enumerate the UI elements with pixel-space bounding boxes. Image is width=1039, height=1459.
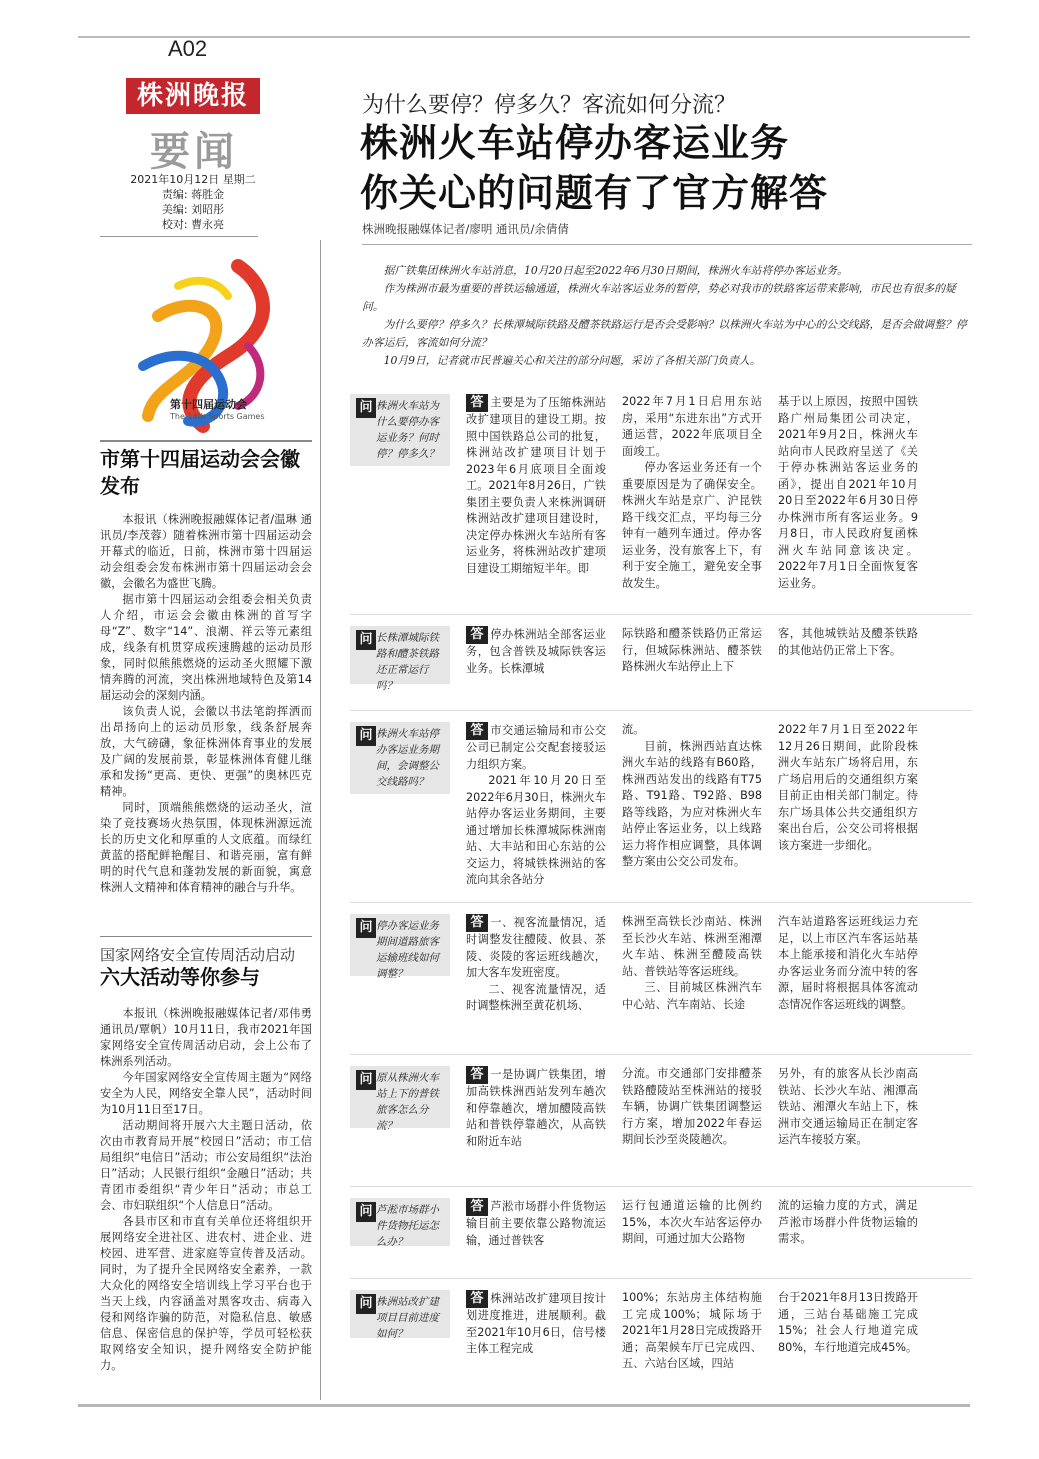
answer-text: 流的运输力度的方式，满足芦淞市场群小件货物运输的需求。 (778, 1199, 918, 1245)
question-box (350, 1290, 450, 1338)
answer-column (622, 722, 762, 871)
answer-text: 2021年10月20日至2022年6月30日，株洲火车站停办客运业务期间，主要通过增加长株潭城际株洲南站、大丰站和田心东站的公交运力，将城铁株洲站的客流向其余各站分 (466, 774, 606, 886)
masthead-rule (100, 236, 258, 237)
sidebar-story2-body (100, 1006, 312, 1374)
question-label: 问 (356, 918, 376, 938)
answer-text: 际铁路和醴茶铁路仍正常运行，但城际株洲站、醴茶铁路株洲火车站停止上下 (622, 627, 762, 673)
intro-paragraph: 为什么要停？停多久？长株潭城际铁路及醴茶铁路运行是否会受影响？以株洲火车站为中心的公交线路，是否会做调整？停办客运后，客流如何分流？ (362, 318, 967, 349)
answer-text: 另外，有的旅客从长沙南高铁站、长沙火车站、湘潭高铁站、湘潭火车站上下，株洲市交通运输局正在制定客运汽车接驳方案。 (778, 1067, 918, 1146)
qa-separator (350, 902, 972, 903)
question-label: 问 (356, 630, 376, 650)
newspaper-logo: 株洲晚报 (126, 78, 260, 114)
question-label: 问 (356, 1294, 376, 1314)
answer-label: 答 (466, 1198, 488, 1216)
intro-paragraph: 作为株洲市最为重要的普铁运输通道，株洲火车站客运业务的暂停，势必对我市的铁路客运带来影响，市民也有很多的疑问。 (362, 282, 956, 313)
answer-text: 台于2021年8月13日拨路开通，三站台基础施工完成15%；社会人行地道完成80%，车行地道完成45%。 (778, 1291, 918, 1354)
emblem-caption-en: The 14th Sports Games (170, 412, 265, 421)
sidebar-rule-2 (100, 936, 312, 937)
answer-column (466, 914, 606, 1015)
answer-column (778, 394, 918, 592)
answer-text: 2022年7月1日启用东站房，采用“东进东出”方式开通运营，2022年底项目全面竣工。 (622, 395, 762, 458)
answer-label: 答 (466, 394, 488, 412)
answer-text: 市交通运输局和市公交公司已制定公交配套接驳运力组织方案。 (466, 724, 606, 771)
answer-label: 答 (466, 626, 488, 644)
qa-separator (350, 614, 972, 615)
answer-column (778, 1198, 918, 1248)
answer-text: 芦淞市场群小件货物运输目前主要依靠公路物流运输，通过普铁客 (466, 1200, 606, 1247)
question-text: 停办客运业务期间道路旅客运输班线如何调整？ (376, 920, 439, 980)
qa-separator (350, 1278, 972, 1279)
question-box (350, 1066, 450, 1132)
headline-line1: 株洲火车站停办客运业务 (360, 121, 790, 165)
question-text: 长株潭城际铁路和醴茶铁路还正常运行吗？ (376, 632, 439, 692)
answer-text: 二、视客流量情况，适时调整株洲至黄花机场、 (466, 982, 606, 1012)
answer-column (622, 1290, 762, 1373)
intro-paragraph: 据广铁集团株洲火车站消息，10月20日起至2022年6月30日期间，株洲火车站将停办客运业务。 (383, 264, 848, 277)
answer-text: 分流。市交通部门安排醴茶铁路醴陵站至株洲站的接驳车辆，协调广铁集团调整运行方案，增加2022年春运期间长沙至炎陵趟次。 (622, 1067, 762, 1146)
byline: 株洲晚报融媒体记者/廖明 通讯员/余倩倩 (362, 222, 569, 236)
answer-column (466, 394, 606, 577)
question-label: 问 (356, 398, 376, 418)
question-label: 问 (356, 726, 376, 746)
editor-credit: 责编: 蒋胜金 (161, 188, 225, 201)
answer-text: 运行包通道运输的比例约15%，本次火车站客运停办期间，可通过加大公路物 (622, 1199, 762, 1245)
sidebar-story1-paragraph: 本报讯（株洲晚报融媒体记者/温琳 通讯员/李茂蓉）随着株洲市第十四届运动会开幕式的临近，日前，株洲市第十四届运动会组委会发布株洲市第十四届运动会会徽，会徽名为盛世飞腾。 (100, 513, 312, 590)
answer-column (622, 626, 762, 676)
sidebar-story1-title: 市第十四届运动会会徽发布 (100, 447, 300, 498)
answer-column (466, 1066, 606, 1150)
answer-column (778, 1290, 918, 1356)
section-name: 要闻 (150, 128, 238, 175)
sidebar-story2-paragraph: 今年国家网络安全宣传周主题为“网络安全为人民，网络安全靠人民”，活动时间为10月11日至17日。 (100, 1071, 312, 1116)
question-text: 株洲火车站停办客运业务期间，会调整公交线路吗？ (376, 728, 439, 788)
answer-column (466, 1290, 606, 1358)
answer-text: 汽车站道路客运班线运力充足，以上市区汽车客运站基本上能承接和消化火车站停办客运业务而分流中转的客源，届时将根据具体客流动态情况作客运班线的调整。 (778, 915, 918, 1011)
sidebar-story1-body (100, 512, 312, 896)
question-text: 芦淞市场群小件货物托运怎么办？ (376, 1204, 439, 1248)
question-box (350, 626, 450, 692)
answer-text: 2022年7月1日至2022年12月26日期间，此阶段株洲火车站东广场将启用，东广场启用后的交通组织方案目前正由相关部门制定。待东广场具体公共交通组织方案出台后，公交公司将根据该方案进一步细化。 (778, 723, 918, 852)
answer-column (622, 914, 762, 1013)
games-logo-icon (118, 256, 308, 456)
answer-text: 株洲至高铁长沙南站、株洲至长沙火车站、株洲至湘潭火车站、株洲至醴陵高铁站、普铁站等客运班线。 (622, 915, 762, 978)
answer-text: 一是协调广铁集团，增加高铁株洲西站发列车趟次和停靠趟次，增加醴陵高铁站和普铁停靠趟次，从高铁和附近车站 (466, 1068, 606, 1148)
page-number: A02 (168, 36, 208, 61)
sidebar-story2-paragraph: 活动期间将开展六大主题日活动，依次由市教育局开展“校园日”活动；市工信局组织“电信日”活动；市公安局组织“法治日”活动；人民银行组织“金融日”活动；共青团市委组织“青少年日”活动；市总工会、市妇联组织“个人信息日”活动。 (100, 1119, 312, 1212)
proofreader-credit: 校对: 曹永亮 (161, 218, 225, 231)
answer-column (778, 626, 918, 659)
answer-column (778, 1066, 918, 1149)
question-text: 株洲火车站为什么要停办客运业务？何时停？停多久？ (376, 400, 439, 460)
qa-separator (350, 710, 972, 711)
answer-column (778, 722, 918, 854)
sidebar-story2-subtitle: 国家网络安全宣传周活动启动 (100, 946, 296, 964)
sidebar-rule-1 (100, 440, 312, 442)
footer-rule (78, 1404, 970, 1407)
answer-text: 停办株洲站全部客运业务，包含普铁及城际铁客运业务。长株潭城 (466, 628, 606, 675)
answer-label: 答 (466, 722, 488, 740)
answer-column (466, 626, 606, 677)
designer-credit: 美编: 刘昭彤 (161, 203, 225, 216)
sidebar-story2-title: 六大活动等你参与 (100, 965, 260, 989)
question-box (350, 1198, 450, 1246)
answer-text: 基于以上原因，按照中国铁路广州局集团公司决定，2021年9月2日，株洲火车站向市人民政府呈送了《关于停办株洲站客运业务的函》，提出自2021年10月20日至2022年6月30日停办株洲市所有客运业务。9月8日，市人民政府复函株洲火车站同意该决定。2022年7月1日全面恢复客运业务。 (778, 395, 918, 590)
question-label: 问 (356, 1070, 376, 1090)
answer-column (622, 1066, 762, 1149)
issue-date: 2021年10月12日 星期二 (130, 173, 256, 186)
question-text: 株洲站改扩建项目目前进度如何？ (376, 1296, 439, 1340)
qa-separator (350, 1054, 972, 1055)
intro-text (362, 262, 974, 370)
emblem-caption: 第十四届运动会 (170, 398, 247, 411)
answer-text: 停办客运业务还有一个重要原因是为了确保安全。株洲火车站是京广、沪昆铁路干线交汇点，平均每三分钟有一趟列车通过。停办客运业务，没有旅客上下，有利于安全施工，避免安全事故发生。 (622, 461, 762, 590)
byline-rule (362, 244, 972, 245)
answer-column (622, 394, 762, 592)
answer-text: 目前，株洲西站直达株洲火车站的线路有B60路，株洲西站发出的线路有T75路、T91路、T92路、B98路等线路，为应对株洲火车站停止客运业务，以上线路运力将作相应调整，具体调整方案由公交公司发布。 (622, 739, 762, 868)
answer-text: 主要是为了压缩株洲站改扩建项目的建设工期。按照中国铁路总公司的批复，株洲站改扩建项目计划于2023年6月底项目全面竣工。2021年8月26日，广铁集团主要负责人来株洲调研株洲站改扩建项目建设时，决定停办株洲火车站所有客运业务，将株洲站改扩建项目建设工期缩短半年。即 (466, 396, 606, 575)
headline (360, 118, 960, 218)
answer-label: 答 (466, 1290, 488, 1308)
headline-line2: 你关心的问题有了官方解答 (360, 171, 829, 215)
top-rule (78, 36, 970, 38)
sidebar-story2-paragraph: 本报讯（株洲晚报融媒体记者/邓伟勇 通讯员/覃帆）10月11日，我市2021年国家网络安全宣传周活动启动，会上公布了株洲系列活动。 (100, 1007, 312, 1068)
sidebar-story1-paragraph: 该负责人说，会徽以书法笔韵挥洒而出昂扬向上的运动员形象，线条舒展奔放，大气磅礴，象征株洲体育事业的发展及广阔的发展前景，彰显株洲体育健儿继承和发扬“更高、更快、更强”的奥林匹克精神。 (100, 705, 312, 798)
qa-separator (350, 1186, 972, 1187)
answer-label: 答 (466, 914, 488, 932)
answer-text: 流。 (622, 723, 645, 736)
sidebar-story1-paragraph: 据市第十四届运动会组委会相关负责人介绍，市运会会徽由株洲的首写字母“Z”、数字“14”、浪潮、祥云等元素组成，线条有机贯穿成疾速腾越的运动员形象，同时似熊熊燃烧的运动圣火照耀下激情奔腾的河流，突出株洲地域特色及第14届运动会的深刻内涵。 (100, 593, 312, 702)
answer-text: 客，其他城铁站及醴茶铁路的其他站仍正常上下客。 (778, 627, 918, 657)
sidebar-story2-paragraph: 各县市区和市直有关单位还将组织开展网络安全进社区、进农村、进企业、进校园、进军营、进家庭等宣传普及活动。同时，为了提升全民网络安全素养，一款大众化的网络安全培训线上学习平台也于当天上线，内容涵盖对黑客攻击、病毒入侵和网络诈骗的防范，对隐私信息、敏感信息、保密信息的保护等，学员可轻松获取网络安全知识，提升网络安全防护能力。 (100, 1215, 312, 1372)
sidebar-story1-paragraph: 同时，顶端熊熊燃烧的运动圣火，渲染了竞技赛场火热氛围，体现株洲源远流长的历史文化和厚重的人文底蕴。而绿红黄蓝的搭配鲜艳醒目、和谐亮丽，富有鲜明的时代气息和蓬勃发展的新面貌，寓意株洲人文精神和体育精神的融合与升华。 (100, 801, 312, 894)
question-text: 原从株洲火车站上下的普铁旅客怎么分流？ (376, 1072, 439, 1132)
answer-column (466, 722, 606, 889)
question-box (350, 722, 450, 794)
answer-column (778, 914, 918, 1013)
headline-kicker: 为什么要停？停多久？客流如何分流？ (362, 93, 737, 118)
answer-text: 株洲站改扩建项目按计划进度推进，进展顺利。截至2021年10月6日，信号楼主体工程完成 (466, 1292, 606, 1355)
answer-label: 答 (466, 1066, 488, 1084)
answer-column (622, 1198, 762, 1248)
sports-games-emblem (118, 256, 308, 456)
column-divider (320, 240, 321, 1400)
answer-text: 一、视客流量情况，适时调整发往醴陵、攸县、茶陵、炎陵的客运班线趟次，加大客车发班密度。 (466, 916, 606, 979)
question-box (350, 394, 450, 466)
intro-paragraph: 10月9日，记者就市民普遍关心和关注的部分问题，采访了各相关部门负责人。 (383, 354, 761, 367)
answer-text: 三、目前城区株洲汽车中心站、汽车南站、长途 (622, 981, 762, 1011)
question-box (350, 914, 450, 980)
answer-column (466, 1198, 606, 1249)
answer-text: 100%；东站房主体结构施工完成100%；城际场于2021年1月28日完成拨路开通；高架候车厅已完成四、五、六站台区域，四站 (622, 1291, 762, 1370)
question-label: 问 (356, 1202, 376, 1222)
